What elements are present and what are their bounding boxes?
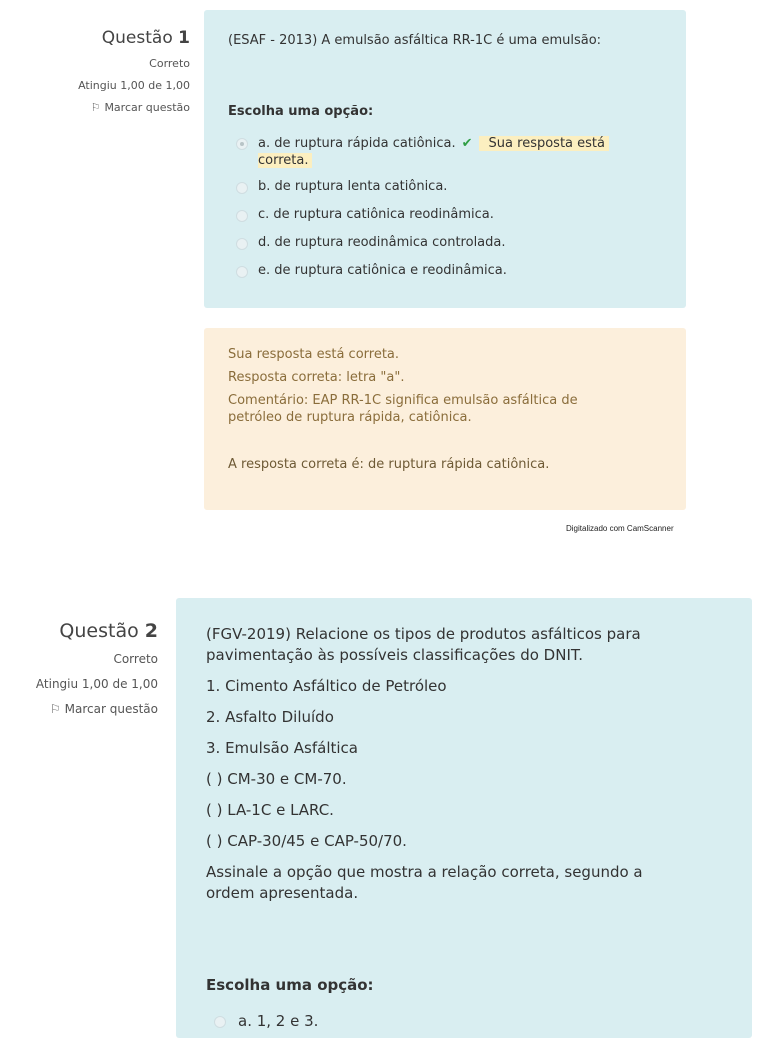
question-1-state: Correto (149, 57, 190, 70)
question-1-feedback (204, 328, 686, 510)
radio-q2-option-a[interactable] (214, 1016, 226, 1028)
radio-option-a[interactable] (236, 138, 248, 150)
feedback-comment-1: Comentário: EAP RR-1C significa emulsão asfáltica de (228, 393, 578, 408)
answer-options (236, 135, 676, 291)
radio-option-c[interactable] (236, 210, 248, 222)
question-2-number: Questão 2 (59, 620, 158, 642)
feedback-line-1: Sua resposta está correta. (228, 347, 400, 362)
question-1-number: Questão 1 (101, 28, 190, 48)
correct-feedback-inline: Sua resposta está (479, 136, 609, 151)
correct-feedback-inline-cont: correta. (258, 153, 312, 168)
option-d[interactable]: d. de ruptura reodinâmica controlada. (236, 235, 676, 263)
question-2-flag-button[interactable]: ⚐ Marcar questão (49, 702, 158, 716)
radio-option-b[interactable] (236, 182, 248, 194)
question-1-text: (ESAF - 2013) A emulsão asfáltica RR-1C é uma emulsão: (228, 33, 602, 48)
question-1-formulation (204, 10, 686, 308)
question-2-grade: Atingiu 1,00 de 1,00 (35, 677, 158, 691)
option-a[interactable]: a. de ruptura rápida catiônica. ✔ Sua resposta está correta. (236, 135, 676, 179)
question-2-state: Correto (113, 652, 158, 666)
camscanner-watermark: Digitalizado com CamScanner (566, 524, 674, 533)
q2-option-a[interactable]: a. 1, 2 e 3. (214, 1012, 514, 1038)
feedback-text (228, 346, 668, 473)
option-b[interactable]: b. de ruptura lenta catiônica. (236, 179, 676, 207)
question-1-grade: Atingiu 1,00 de 1,00 (78, 79, 190, 92)
option-c[interactable]: c. de ruptura catiônica reodinâmica. (236, 207, 676, 235)
question-1-prompt: Escolha uma opção: (228, 104, 374, 119)
option-e[interactable]: e. de ruptura catiônica e reodinâmica. (236, 263, 676, 291)
question-2-info (8, 620, 158, 716)
check-icon: ✔ (461, 136, 473, 151)
question-2-text: (FGV-2019) Relacione os tipos de produtos asfálticos para pavimentação às possíveis classificações do DNIT. 1. Cimento Asfáltico de Petróleo 2. Asfalto Diluído 3. Emulsão Asfáltica ( ) CM-30 e CM-70. ( ) LA-1C e LARC. ( ) CAP-30/45 e CAP-50/70. Assinale a opção que mostra a relação correta, segundo a ordem apresentada. (206, 625, 643, 902)
right-answer: A resposta correta é: de ruptura rápida catiônica. (228, 457, 550, 472)
radio-option-e[interactable] (236, 266, 248, 278)
question-1-flag-button[interactable]: ⚐ Marcar questão (90, 101, 190, 114)
feedback-line-2: Resposta correta: letra "a". (228, 370, 405, 385)
feedback-comment-2: petróleo de ruptura rápida, catiônica. (228, 410, 472, 425)
flag-icon: ⚐ (49, 702, 61, 716)
question-2-formulation (176, 598, 752, 1038)
flag-icon: ⚐ (90, 101, 101, 114)
question-1-info (40, 28, 190, 114)
question-2-prompt: Escolha uma opção: (206, 976, 374, 994)
radio-option-d[interactable] (236, 238, 248, 250)
